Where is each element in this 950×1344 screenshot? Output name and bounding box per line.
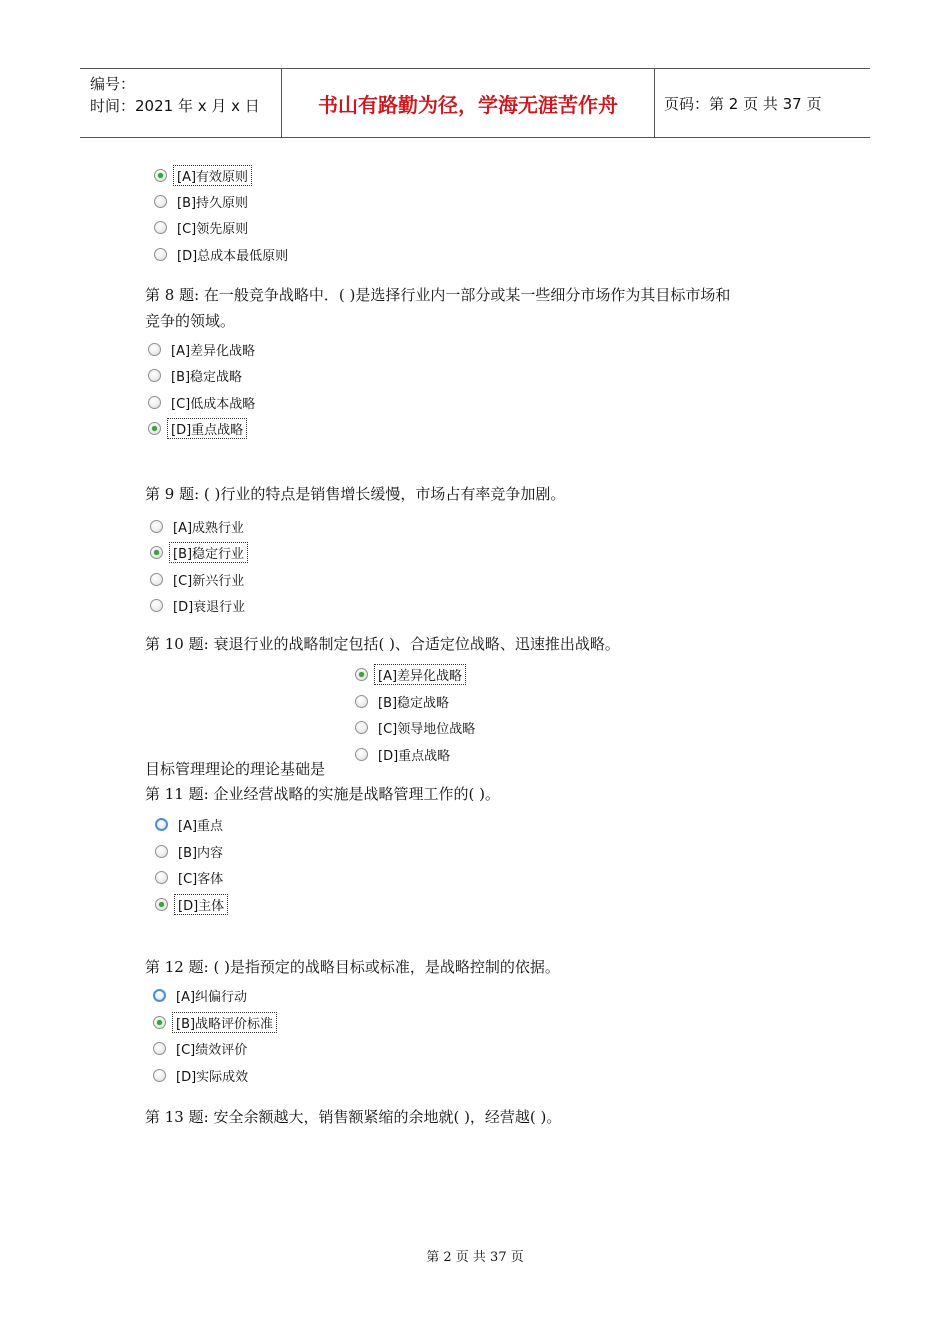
radio-icon[interactable] bbox=[148, 396, 161, 409]
radio-icon[interactable] bbox=[155, 871, 168, 884]
q9-option-d[interactable] bbox=[150, 594, 248, 616]
number-label: 编号： bbox=[90, 75, 136, 93]
radio-icon[interactable] bbox=[355, 721, 368, 734]
q11-option-a[interactable] bbox=[155, 813, 226, 835]
option-label: [D]总成本最低原则 bbox=[177, 248, 289, 264]
question-text: 第 8 题: 在一般竞争战略中．( )是选择行业内一部分或某一些细分市场作为其目标市场和 bbox=[145, 286, 731, 304]
question-text: 第 12 题: ( )是指预定的战略目标或标准，是战略控制的依据。 bbox=[145, 958, 560, 976]
radio-checked-icon[interactable] bbox=[155, 898, 168, 911]
question-9 bbox=[145, 481, 825, 507]
question-13 bbox=[145, 1104, 825, 1130]
option-label: [C]领导地位战略 bbox=[378, 721, 476, 737]
radio-checked-icon[interactable] bbox=[355, 668, 368, 681]
q12-option-b[interactable] bbox=[153, 1011, 276, 1033]
radio-icon[interactable] bbox=[154, 221, 167, 234]
q7-option-a[interactable] bbox=[154, 164, 251, 186]
option-label: [C]客体 bbox=[178, 871, 224, 887]
q8-option-a[interactable] bbox=[148, 338, 258, 360]
q9-option-b[interactable] bbox=[150, 541, 247, 563]
q9-option-a[interactable] bbox=[150, 515, 247, 537]
header-left bbox=[90, 73, 260, 117]
radio-icon[interactable] bbox=[153, 1069, 166, 1082]
option-label: [C]新兴行业 bbox=[173, 573, 245, 589]
question-text: 第 13 题: 安全余额越大，销售额紧缩的余地就( )，经营越( )。 bbox=[145, 1108, 562, 1126]
question-text: 竞争的领域。 bbox=[145, 312, 236, 330]
radio-checked-icon[interactable] bbox=[154, 169, 167, 182]
note-text: 目标管理理论的理论基础是 bbox=[145, 760, 326, 778]
radio-icon[interactable] bbox=[150, 573, 163, 586]
q11-option-b[interactable] bbox=[155, 840, 226, 862]
radio-icon[interactable] bbox=[155, 845, 168, 858]
question-12 bbox=[145, 954, 825, 980]
q10-option-d[interactable] bbox=[355, 743, 453, 765]
q8-option-d[interactable] bbox=[148, 417, 246, 439]
option-label: [A]重点 bbox=[178, 818, 224, 834]
question-11 bbox=[145, 781, 825, 807]
option-label: [D]主体 bbox=[175, 895, 227, 914]
q9-option-c[interactable] bbox=[150, 568, 247, 590]
radio-focused-icon[interactable] bbox=[153, 989, 166, 1002]
radio-icon[interactable] bbox=[355, 695, 368, 708]
question-text: 第 9 题: ( )行业的特点是销售增长缓慢，市场占有率竞争加剧。 bbox=[145, 485, 566, 503]
q10-option-b[interactable] bbox=[355, 690, 452, 712]
q7-option-c[interactable] bbox=[154, 216, 251, 238]
radio-icon[interactable] bbox=[355, 748, 368, 761]
option-label: [A]差异化战略 bbox=[375, 665, 465, 684]
q11-option-c[interactable] bbox=[155, 866, 226, 888]
radio-icon[interactable] bbox=[153, 1042, 166, 1055]
q12-option-c[interactable] bbox=[153, 1037, 250, 1059]
q10-option-a[interactable] bbox=[355, 663, 465, 685]
question-text: 第 11 题: 企业经营战略的实施是战略管理工作的( )。 bbox=[145, 785, 500, 803]
radio-icon[interactable] bbox=[148, 343, 161, 356]
option-label: [A]差异化战略 bbox=[171, 343, 256, 359]
radio-checked-icon[interactable] bbox=[153, 1016, 166, 1029]
header-table bbox=[80, 68, 870, 138]
page-label: 页码：第 2 页 共 37 页 bbox=[664, 95, 822, 113]
q8-option-b[interactable] bbox=[148, 364, 245, 386]
radio-checked-icon[interactable] bbox=[148, 422, 161, 435]
option-label: [D]实际成效 bbox=[176, 1069, 249, 1085]
option-label: [D]衰退行业 bbox=[173, 599, 246, 615]
header-divider bbox=[654, 69, 655, 137]
radio-icon[interactable] bbox=[150, 599, 163, 612]
option-label: [A]纠偏行动 bbox=[176, 989, 248, 1005]
option-label: [D]重点战略 bbox=[168, 419, 246, 438]
option-label: [D]重点战略 bbox=[378, 748, 451, 764]
q10-option-c[interactable] bbox=[355, 716, 478, 738]
time-label: 时间：2021 年 x 月 x 日 bbox=[90, 97, 260, 115]
radio-checked-icon[interactable] bbox=[150, 546, 163, 559]
radio-icon[interactable] bbox=[154, 195, 167, 208]
motto: 书山有路勤为径，学海无涯苦作舟 bbox=[318, 93, 618, 117]
option-label: [B]战略评价标准 bbox=[173, 1013, 276, 1032]
option-label: [C]领先原则 bbox=[177, 221, 249, 237]
option-label: [C]低成本战略 bbox=[171, 396, 256, 412]
option-label: [B]稳定战略 bbox=[171, 369, 243, 385]
option-label: [B]持久原则 bbox=[177, 195, 249, 211]
option-label: [C]绩效评价 bbox=[176, 1042, 248, 1058]
radio-icon[interactable] bbox=[148, 369, 161, 382]
option-label: [B]稳定行业 bbox=[170, 543, 247, 562]
question-text: 第 10 题: 衰退行业的战略制定包括( )、合适定位战略、迅速推出战略。 bbox=[145, 635, 620, 653]
q12-option-d[interactable] bbox=[153, 1064, 251, 1086]
q11-option-d[interactable] bbox=[155, 893, 227, 915]
radio-focused-icon[interactable] bbox=[155, 818, 168, 831]
radio-icon[interactable] bbox=[154, 248, 167, 261]
question-8 bbox=[145, 282, 825, 334]
q7-option-d[interactable] bbox=[154, 243, 291, 265]
q8-option-c[interactable] bbox=[148, 391, 258, 413]
option-label: [A]有效原则 bbox=[174, 166, 251, 185]
option-label: [B]内容 bbox=[178, 845, 224, 861]
radio-icon[interactable] bbox=[150, 520, 163, 533]
option-label: [A]成熟行业 bbox=[173, 520, 245, 536]
option-label: [B]稳定战略 bbox=[378, 695, 450, 711]
question-10 bbox=[145, 631, 825, 657]
page-footer: 第 2 页 共 37 页 bbox=[426, 1250, 524, 1265]
q7-option-b[interactable] bbox=[154, 190, 251, 212]
q12-option-a[interactable] bbox=[153, 984, 250, 1006]
